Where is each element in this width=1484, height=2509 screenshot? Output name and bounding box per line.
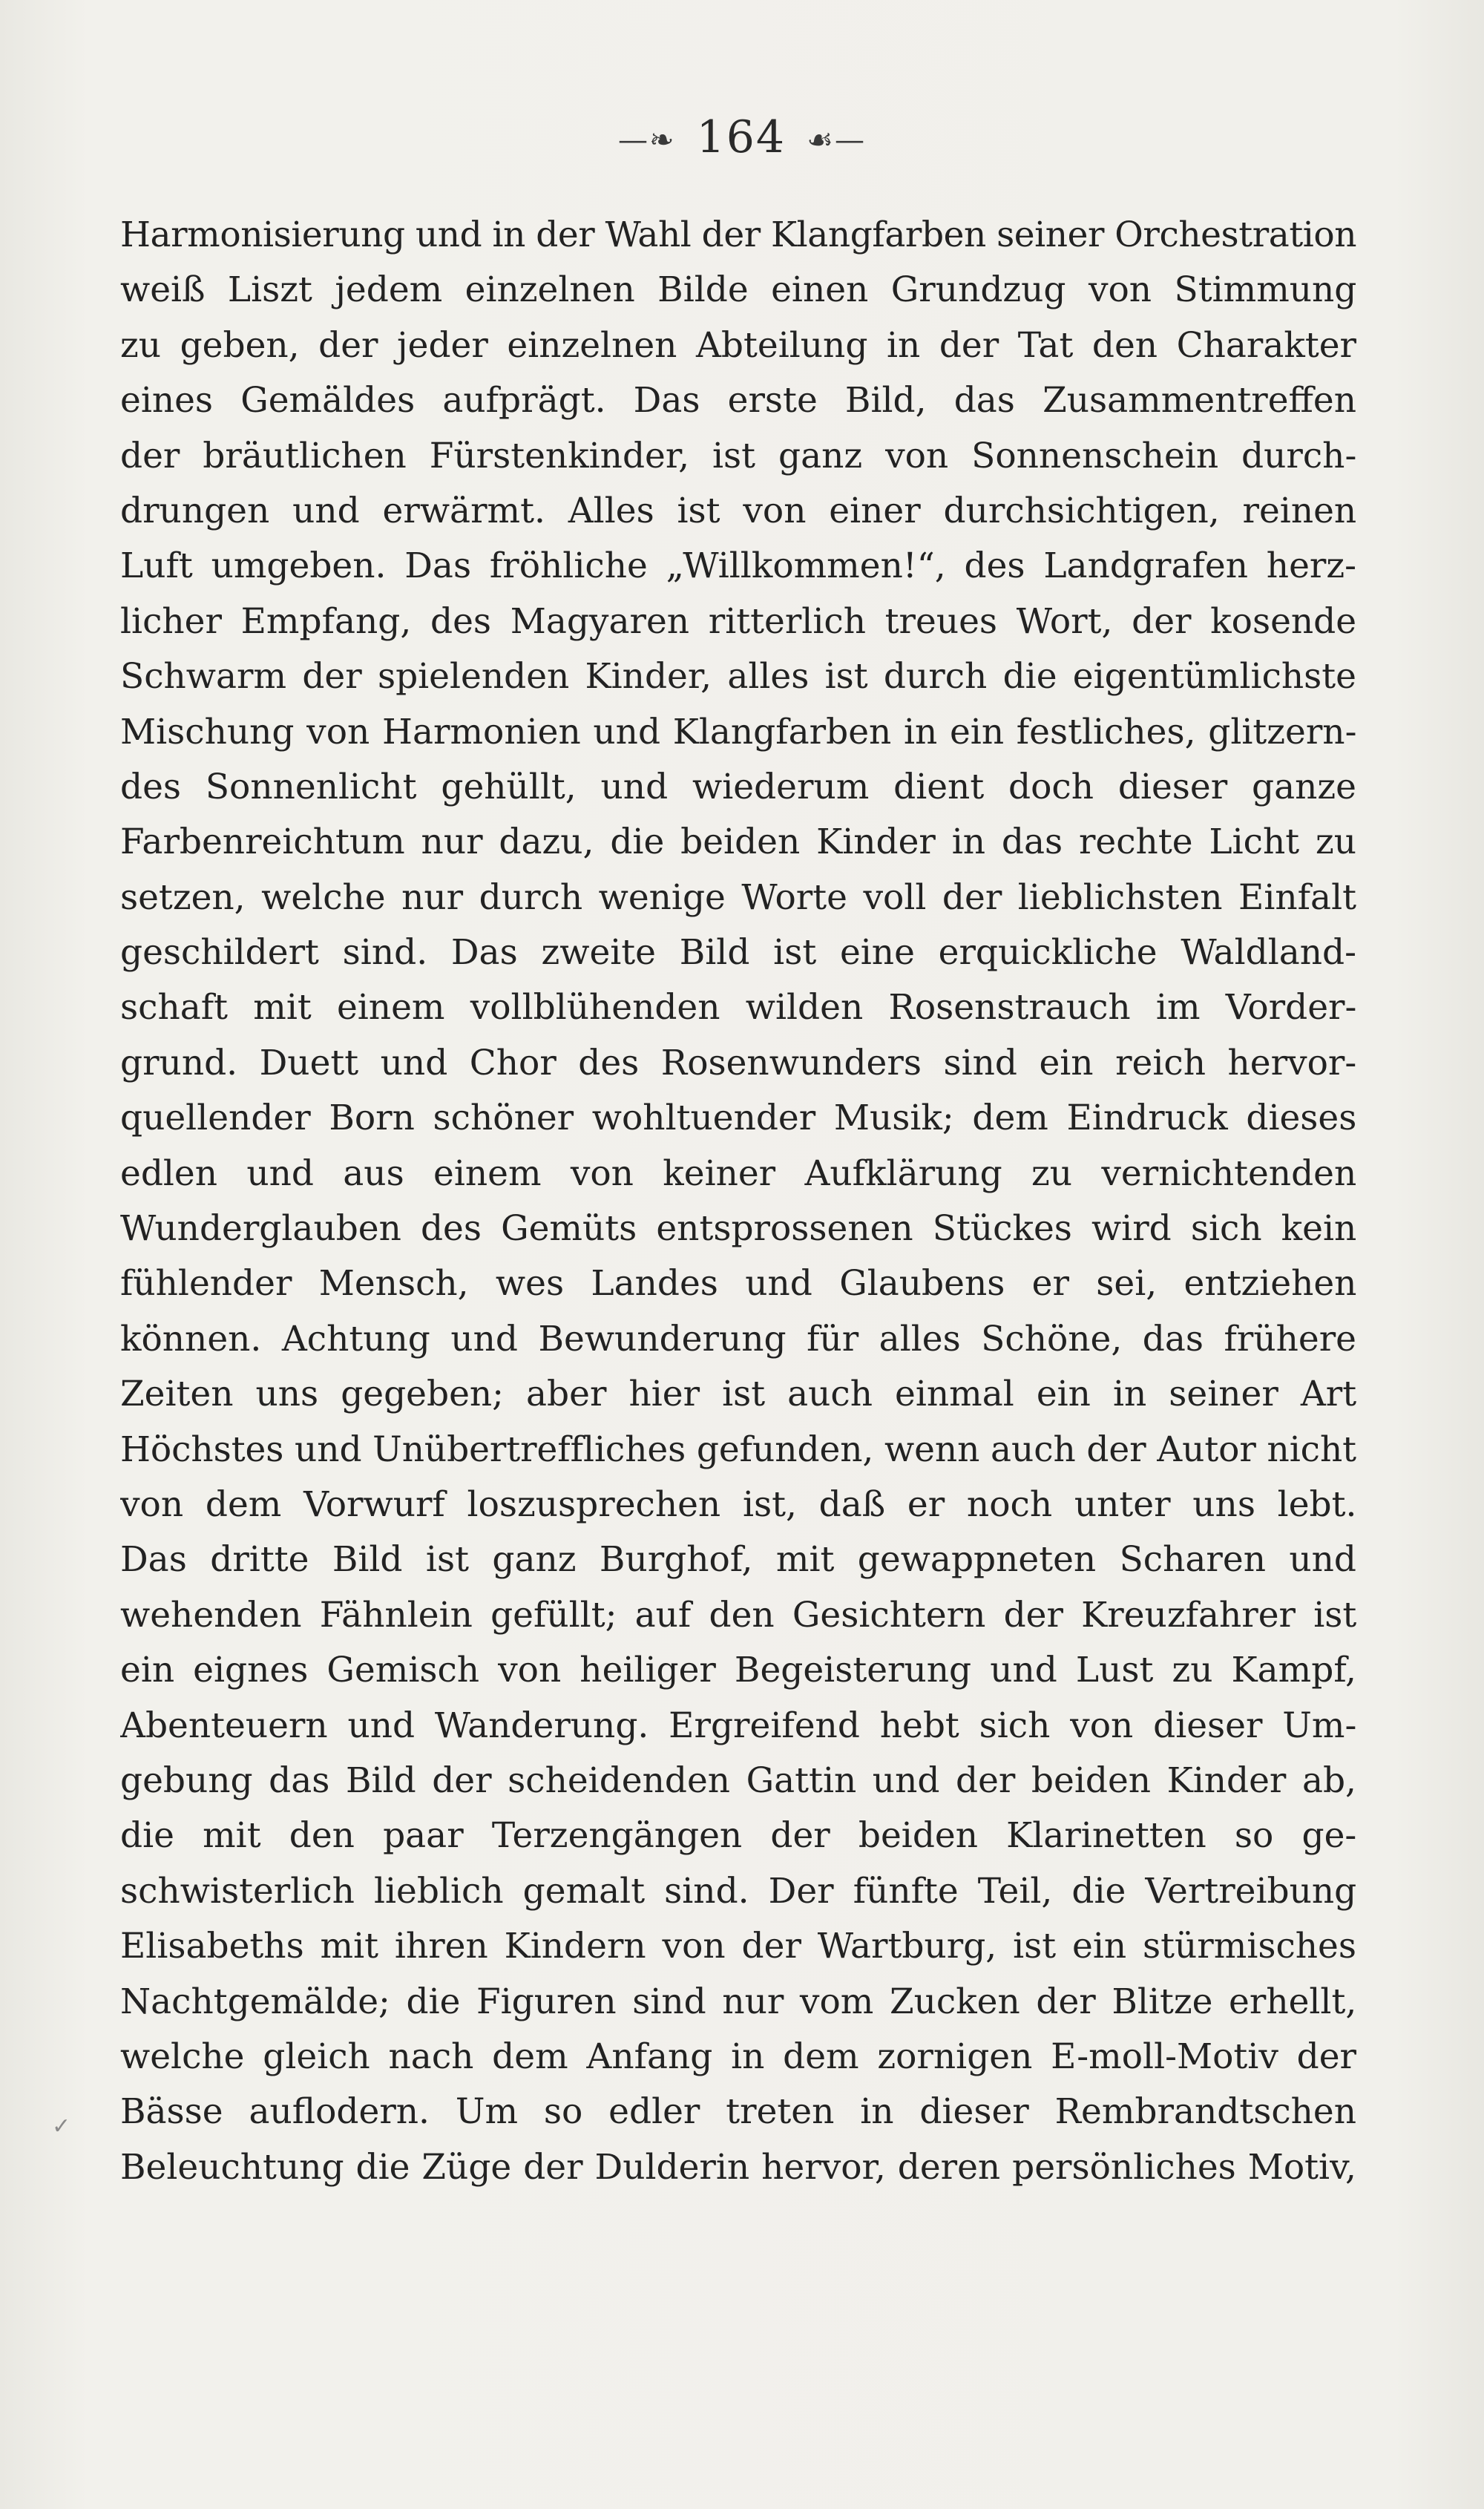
- text-line: quellender Born schöner wohltuender Musik; dem Eindruck dieses: [120, 1098, 1356, 1139]
- text-line: Farbenreichtum nur dazu, die beiden Kinder in das rechte Licht zu: [120, 821, 1356, 863]
- text-line: wehenden Fähnlein gefüllt; auf den Gesichtern der Kreuzfahrer ist: [120, 1594, 1356, 1636]
- text-line: Höchstes und Unübertreffliches gefunden, wenn auch der Autor nicht: [120, 1429, 1356, 1470]
- page-number: 164: [696, 111, 787, 163]
- text-line: Beleuchtung die Züge der Dulderin hervor, deren persönliches Motiv,: [120, 2146, 1356, 2188]
- text-line: die mit den paar Terzengängen der beiden Klarinetten so ge-: [120, 1815, 1356, 1857]
- text-line: grund. Duett und Chor des Rosenwunders sind ein reich hervor-: [120, 1042, 1356, 1083]
- page-header: [0, 111, 1484, 163]
- text-line: Abenteuern und Wanderung. Ergreifend hebt sich von dieser Um-: [120, 1705, 1356, 1746]
- text-line: Mischung von Harmonien und Klangfarben in ein festliches, glitzern-: [120, 711, 1356, 752]
- text-line: Schwarm der spielenden Kinder, alles ist durch die eigentümlichste: [120, 656, 1356, 698]
- text-line: Elisabeths mit ihren Kindern von der Wartburg, ist ein stürmisches: [120, 1926, 1356, 1967]
- text-line: setzen, welche nur durch wenige Worte voll der lieblichsten Einfalt: [120, 876, 1356, 918]
- ornament-left-icon: —❧: [618, 123, 676, 158]
- text-line: Das dritte Bild ist ganz Burghof, mit gewappneten Scharen und: [120, 1539, 1356, 1581]
- text-line: Wunderglauben des Gemüts entsprossenen Stückes wird sich kein: [120, 1208, 1356, 1250]
- text-line: schwisterlich lieblich gemalt sind. Der fünfte Teil, die Vertreibung: [120, 1870, 1356, 1912]
- text-line: licher Empfang, des Magyaren ritterlich treues Wort, der kosende: [120, 600, 1356, 642]
- text-line: welche gleich nach dem Anfang in dem zornigen E-moll-Motiv der: [120, 2036, 1356, 2077]
- text-line: zu geben, der jeder einzelnen Abteilung in der Tat den Charakter: [120, 324, 1356, 366]
- text-line: Nachtgemälde; die Figuren sind nur vom Zucken der Blitze erhellt,: [120, 1981, 1356, 2022]
- body-text: [120, 208, 1356, 2195]
- text-line: Zeiten uns gegeben; aber hier ist auch einmal ein in seiner Art: [120, 1374, 1356, 1415]
- text-line: des Sonnenlicht gehüllt, und wiederum dient doch dieser ganze: [120, 766, 1356, 807]
- text-line: gebung das Bild der scheidenden Gattin und der beiden Kinder ab,: [120, 1759, 1356, 1801]
- text-line: schaft mit einem vollblühenden wilden Rosenstrauch im Vorder-: [120, 987, 1356, 1029]
- text-line: geschildert sind. Das zweite Bild ist eine erquickliche Waldland-: [120, 932, 1356, 974]
- margin-check-mark: ✓: [52, 2113, 71, 2139]
- text-line: fühlender Mensch, wes Landes und Glaubens er sei, entziehen: [120, 1263, 1356, 1305]
- text-line: Luft umgeben. Das fröhliche „Willkommen!“, des Landgrafen herz-: [120, 545, 1356, 587]
- text-line: eines Gemäldes aufprägt. Das erste Bild, das Zusammentreffen: [120, 380, 1356, 422]
- text-line: können. Achtung und Bewunderung für alles Schöne, das frühere: [120, 1318, 1356, 1360]
- text-line: ein eignes Gemisch von heiliger Begeisterung und Lust zu Kampf,: [120, 1650, 1356, 1691]
- text-line: edlen und aus einem von keiner Aufklärung zu vernichtenden: [120, 1152, 1356, 1194]
- text-line: Bässe auflodern. Um so edler treten in dieser Rembrandtschen: [120, 2091, 1356, 2133]
- text-line: der bräutlichen Fürstenkinder, ist ganz von Sonnenschein durch-: [120, 435, 1356, 476]
- text-line: drungen und erwärmt. Alles ist von einer durchsichtigen, reinen: [120, 490, 1356, 531]
- text-line: von dem Vorwurf loszusprechen ist, daß er noch unter uns lebt.: [120, 1483, 1356, 1525]
- ornament-right-icon: ☙—: [807, 123, 866, 158]
- text-line: Harmonisierung und in der Wahl der Klangfarben seiner Orchestration: [120, 214, 1356, 255]
- text-line: weiß Liszt jedem einzelnen Bilde einen Grundzug von Stimmung: [120, 269, 1356, 311]
